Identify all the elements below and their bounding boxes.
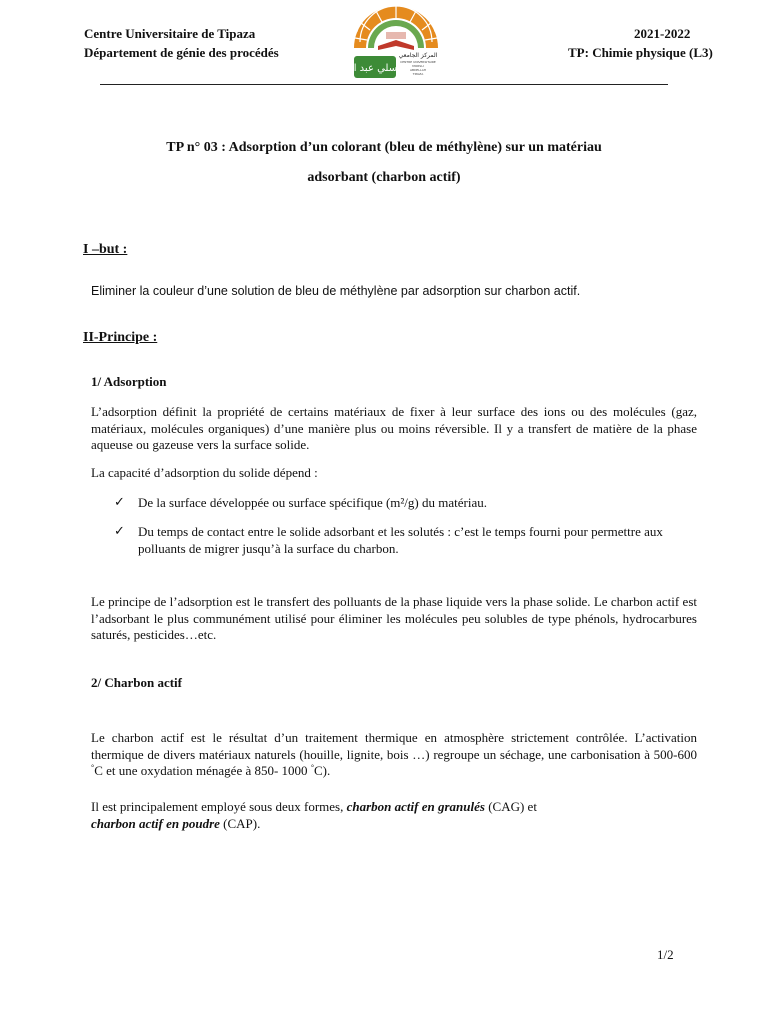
charbon-forms xyxy=(91,799,651,832)
course-name: TP: Chimie physique (L3) xyxy=(568,45,713,60)
bullet-surface: De la surface développée ou surface spécifique (m²/g) du matériau. xyxy=(138,495,487,510)
forms-cap-name: charbon actif en poudre xyxy=(91,815,220,831)
logo-latin-line1: CENTRE UNIVERSITAIRE xyxy=(400,60,436,64)
logo-latin-line2: MORSLI xyxy=(412,64,424,68)
charbon-actif-description xyxy=(91,730,697,780)
title-line2: adsorbant (charbon actif) xyxy=(307,170,461,185)
logo-calligraphy: مرسلي عبد الله xyxy=(346,63,408,74)
department-name: Département de génie des procédés xyxy=(84,45,279,60)
check-icon: ✓ xyxy=(114,523,125,538)
institution-name: Centre Universitaire de Tipaza xyxy=(84,26,256,41)
check-icon: ✓ xyxy=(114,494,125,509)
capacity-intro: La capacité d’adsorption du solide dépend : xyxy=(91,465,318,480)
academic-year: 2021-2022 xyxy=(634,26,691,41)
charbon-text-part1: Le charbon actif est le résultat d’un traitement thermique en atmosphère strictement contrôlée. L’activation thermique de divers matériaux naturels (houille, lignite, bois …) regroupe un séchage, une carbonisation à 500-600 xyxy=(91,730,697,762)
degree-symbol: ° xyxy=(310,763,315,773)
charbon-text-part2: C et une oxydation ménagée à 850- 1000 xyxy=(94,763,311,779)
subsection-charbon-actif: 2/ Charbon actif xyxy=(91,675,182,690)
university-logo xyxy=(346,2,446,82)
title-tp-label: TP n° 03 xyxy=(166,140,218,155)
title-line1: : Adsorption d’un colorant (bleu de méthylène) sur un matériau xyxy=(217,140,602,155)
section-heading-but: I –but : xyxy=(83,242,128,257)
header-divider xyxy=(100,84,668,85)
subsection-adsorption: 1/ Adsorption xyxy=(91,374,167,389)
logo-arabic-name: المركز الجامعي xyxy=(398,52,438,59)
document-title xyxy=(60,133,708,193)
logo-latin-line4: TIPAZA xyxy=(412,72,424,76)
section-heading-principe: II-Principe : xyxy=(83,330,158,345)
degree-symbol: ° xyxy=(91,763,95,773)
adsorption-definition: L’adsorption définit la propriété de certains matériaux de fixer à leur surface des ions ou des molécules (gaz, matériaux, molécules organiques) d’une manière plus ou moins réversible. Il y a transfert de matière de la phase aqueuse ou gazeuse vers la surface solide. xyxy=(91,404,697,453)
forms-cag-abbr: (CAG) et xyxy=(484,799,537,814)
forms-cag-name: charbon actif en granulés xyxy=(346,799,485,814)
adsorption-principle: Le principe de l’adsorption est le transfert des polluants de la phase liquide vers la phase solide. Le charbon actif est l’adsorbant le plus communément utilisé pour éliminer les molécules peu solubles de type phénols, hydrocarbures saturés, pesticides…etc. xyxy=(91,594,697,643)
logo-latin-line3: ABDELLAH xyxy=(409,68,427,72)
section-but-text: Eliminer la couleur d’une solution de bleu de méthylène par adsorption sur charbon actif. xyxy=(91,284,581,298)
page-number: 1/2 xyxy=(657,947,674,962)
bullet-contact-time: Du temps de contact entre le solide adsorbant et les solutés : c’est le temps fourni pour permettre aux polluants de migrer jusqu’à la surface du charbon. xyxy=(138,524,663,556)
charbon-text-part3: C). xyxy=(314,763,331,779)
forms-text-intro: Il est principalement employé sous deux formes, xyxy=(91,799,347,814)
forms-cap-abbr: (CAP). xyxy=(219,815,261,831)
